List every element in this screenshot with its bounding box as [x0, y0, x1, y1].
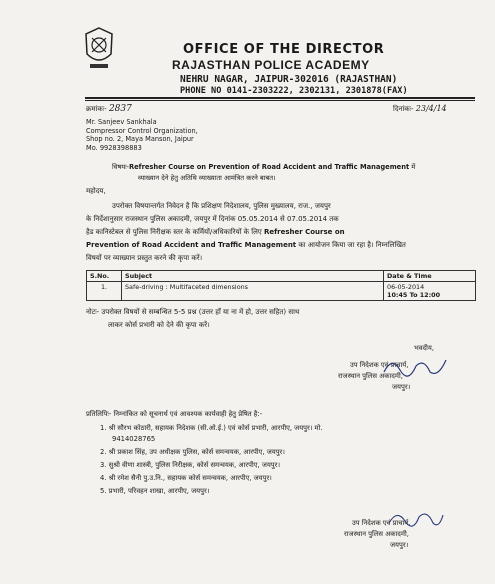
subject-course: Refresher Course on Prevention of Road Accident and Traffic Management — [128, 163, 410, 171]
dinank-value: 23/4/14 — [415, 104, 447, 113]
lecture-table — [86, 270, 476, 301]
recipient-line2: Shop no. 2, Maya Manson, Jaipur — [86, 135, 194, 144]
subject-block: विषयः-Refresher Course on Prevention of Road Accident and Traffic Management में व्याख्यान देने हेतु अतिथि व्याख्याता आमंत्रित करने बाबत। — [112, 163, 416, 182]
signature-block-2: उप निदेशक एवं प्राचार्य, राजस्थान पुलिस अकादमी, जयपुर। — [344, 519, 411, 549]
handwritten-signature-2 — [385, 505, 445, 533]
row-datetime: 06-05-2014 10:45 To 12:00 — [384, 282, 476, 301]
header-divider-thin — [85, 100, 475, 101]
academy-address: NEHRU NAGAR, JAIPUR-302016 (RAJASTHAN) — [180, 74, 398, 85]
dinank-label: दिनांकः- — [393, 105, 414, 113]
recipient-line1: Compressor Control Organization, — [86, 126, 198, 135]
header-divider — [85, 97, 475, 99]
table-header-row — [87, 271, 476, 282]
subject-line2: व्याख्यान देने हेतु अतिथि व्याख्याता आमंत्रित करने बाबत। — [138, 174, 276, 182]
list-item: 5. प्रभारी, परिवहन शाखा, आरपीए, जयपुर। — [100, 487, 210, 495]
copy-to-block — [86, 409, 323, 497]
list-item: 1. श्री सौरभ कोठारी, सहायक निदेशक (सी.ओ.ई.) एवं कोर्स प्रभारी, आरपीए, जयपुर। मो. — [100, 424, 323, 432]
reference-date — [393, 104, 447, 114]
col-datetime: Date & Time — [384, 271, 476, 282]
reference-number — [86, 104, 132, 114]
subject-label: विषयः- — [112, 163, 129, 171]
recipient-mobile: Mo. 9928398883 — [86, 143, 142, 152]
body-paragraph: उपरोक्त विषयान्तर्गत निवेदन है कि प्रशिक्षण निदेशालय, पुलिस मुख्यालय, राज., जयपुर के निर्देशानुसार राजस्थान पुलिस अकादमी, जयपुर में दिनांक 05.05.2014 से 07.05.2014 तक हैड कानिस्टेबल से पुलिस निरीक्षक स्तर के कर्मियों/अधिकारियों के लिए Refresher Course on Prevention of Road Accident and Traffic Management का आयोजन किया जा रहा है। निम्नलिखित विषयों पर व्याख्यान प्रस्तुत करने की कृपा करें। — [86, 202, 406, 262]
note-block: नोटः- उपरोक्त विषयों से सम्बन्धित 5-5 प्रश्न (उत्तर हाँ या ना में हो, उत्तर सहित) साथ लाकर कोर्स प्रभारी को देने की कृपा करें। — [86, 308, 300, 329]
row-sno: 1. — [87, 282, 122, 301]
kramank-label: क्रमांकः- — [86, 105, 107, 113]
salutation: महोदय, — [86, 187, 106, 195]
table-row — [87, 282, 476, 301]
list-item: 4. श्री रमेश सैनी पु.उ.नि., सहायक कोर्स समन्वयक, आरपीए, जयपुर। — [100, 474, 272, 482]
col-subject: Subject — [122, 271, 384, 282]
office-title: OFFICE OF THE DIRECTOR — [183, 42, 385, 57]
copy-to-list — [86, 423, 323, 497]
copy-to-intro: प्रतिलिपिः- निम्नांकित को सूचनार्थ एवं आवश्यक कार्यवाही हेतु प्रेषित है:- — [86, 410, 263, 418]
list-item-cont: 9414028765 — [112, 435, 156, 443]
academy-name: RAJASTHAN POLICE ACADEMY — [172, 58, 370, 72]
recipient-address — [86, 118, 198, 152]
row-subject: Safe-driving : Multifaceted dimensions — [122, 282, 384, 301]
police-emblem-icon — [82, 26, 116, 72]
signature-block-1: भवदीय, उप निदेशक एवं प्राचार्य, राजस्थान पुलिस अकादमी, जयपुर। — [338, 344, 435, 391]
academy-phone: PHONE NO 0141-2303222, 2302131, 2301878(FAX) — [180, 86, 408, 96]
handwritten-signature-1 — [380, 352, 450, 382]
kramank-value: 2837 — [108, 104, 132, 114]
list-item: 2. श्री प्रकाश सिंह, उप अधीक्षक पुलिस, कोर्स समन्वयक, आरपीए, जयपुर। — [100, 448, 285, 456]
recipient-name: Mr. Sanjeev Sankhala — [86, 118, 157, 126]
list-item: 3. सुश्री वीणा शास्त्री, पुलिस निरीक्षक, कोर्स समन्वयक, आरपीए, जयपुर। — [100, 461, 281, 469]
col-sno: S.No. — [87, 271, 122, 282]
